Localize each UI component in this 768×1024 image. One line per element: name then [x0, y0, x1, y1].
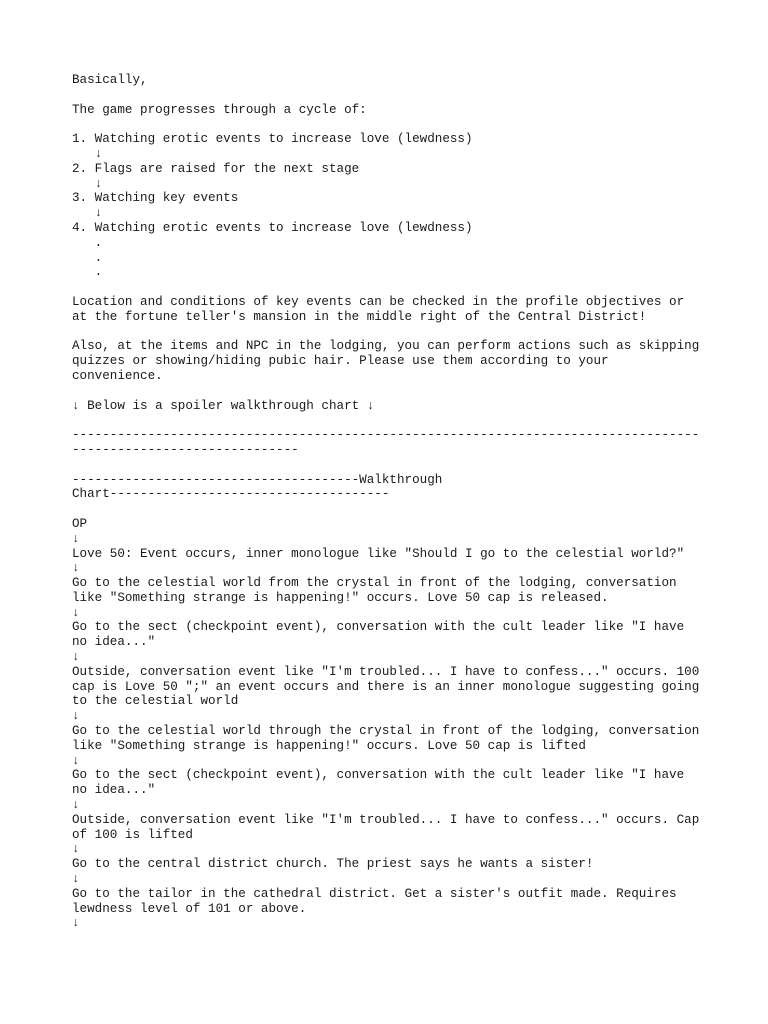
text-line: ↓ — [72, 916, 80, 931]
text-line: Go to the celestial world from the crystal in front of the lodging, conversation — [72, 576, 677, 591]
text-line: ↓ — [72, 872, 80, 887]
text-line: ↓ — [72, 798, 80, 813]
text-line: Basically, — [72, 73, 148, 87]
text-line: like "Something strange is happening!" occurs. Love 50 cap is lifted — [72, 738, 586, 753]
text-line: Outside, conversation event like "I'm troubled... I have to confess..." occurs. 100 — [72, 664, 700, 679]
text-line: . — [72, 265, 103, 280]
text-line: . — [72, 235, 103, 250]
text-line: no idea..." — [72, 635, 156, 650]
text-line: no idea..." — [72, 783, 156, 798]
text-line: Also, at the items and NPC in the lodging, you can perform actions such as skipping — [72, 339, 700, 354]
text-line: Go to the central district church. The priest says he wants a sister! — [72, 857, 594, 872]
text-line: like "Something strange is happening!" occurs. Love 50 cap is released. — [72, 590, 609, 605]
text-line: 4. Watching erotic events to increase love (lewdness) — [72, 220, 473, 235]
text-line: . — [72, 250, 103, 265]
text-line: Go to the celestial world through the crystal in front of the lodging, conversation — [72, 724, 700, 739]
text-line: Outside, conversation event like "I'm troubled... I have to confess..." occurs. Cap — [72, 812, 700, 827]
text-line — [72, 325, 712, 340]
text-line: Chart------------------------------------- — [72, 487, 390, 502]
text-line: 3. Watching key events — [72, 191, 239, 206]
text-line: ↓ — [72, 531, 80, 546]
text-line: ↓ — [72, 650, 80, 665]
text-line — [72, 502, 712, 517]
text-line: ↓ Below is a spoiler walkthrough chart ↓ — [72, 398, 375, 413]
text-line: ↓ — [72, 753, 80, 768]
text-line: at the fortune teller's mansion in the middle right of the Central District! — [72, 309, 647, 324]
text-line: ↓ — [72, 146, 103, 161]
text-line: ↓ — [72, 709, 80, 724]
text-line: --------------------------------------Walkthrough — [72, 472, 443, 487]
text-line: of 100 is lifted — [72, 827, 193, 842]
text-line: 1. Watching erotic events to increase love (lewdness) — [72, 132, 473, 147]
text-line — [72, 384, 712, 399]
text-line: to the celestial world — [72, 694, 239, 709]
text-line: 2. Flags are raised for the next stage — [72, 161, 360, 176]
text-line — [72, 88, 712, 103]
text-line: ↓ — [72, 176, 103, 191]
text-line: ↓ — [72, 561, 80, 576]
text-line: quizzes or showing/hiding pubic hair. Please use them according to your — [72, 354, 609, 369]
text-line: ↓ — [72, 605, 80, 620]
text-line: Love 50: Event occurs, inner monologue like "Should I go to the celestial world?" — [72, 546, 685, 561]
text-line — [72, 413, 712, 428]
text-line — [72, 117, 712, 132]
text-line: ↓ — [72, 206, 103, 221]
document-page — [72, 73, 712, 931]
text-line: Go to the sect (checkpoint event), conversation with the cult leader like "I have — [72, 768, 685, 783]
text-line: Location and conditions of key events can be checked in the profile objectives or — [72, 294, 685, 309]
text-line: Go to the tailor in the cathedral district. Get a sister's outfit made. Requires — [72, 886, 677, 901]
text-line — [72, 280, 712, 295]
text-line: The game progresses through a cycle of: — [72, 102, 367, 117]
text-line: OP — [72, 516, 88, 531]
text-line: convenience. — [72, 368, 163, 383]
text-line: ------------------------------ — [72, 442, 299, 457]
text-line: ----------------------------------------------------------------------------------- — [72, 428, 700, 443]
text-line: lewdness level of 101 or above. — [72, 901, 307, 916]
text-line: cap is Love 50 ";" an event occurs and there is an inner monologue suggesting going — [72, 679, 700, 694]
text-line: ↓ — [72, 842, 80, 857]
text-line: Go to the sect (checkpoint event), conversation with the cult leader like "I have — [72, 620, 685, 635]
text-line — [72, 458, 712, 473]
